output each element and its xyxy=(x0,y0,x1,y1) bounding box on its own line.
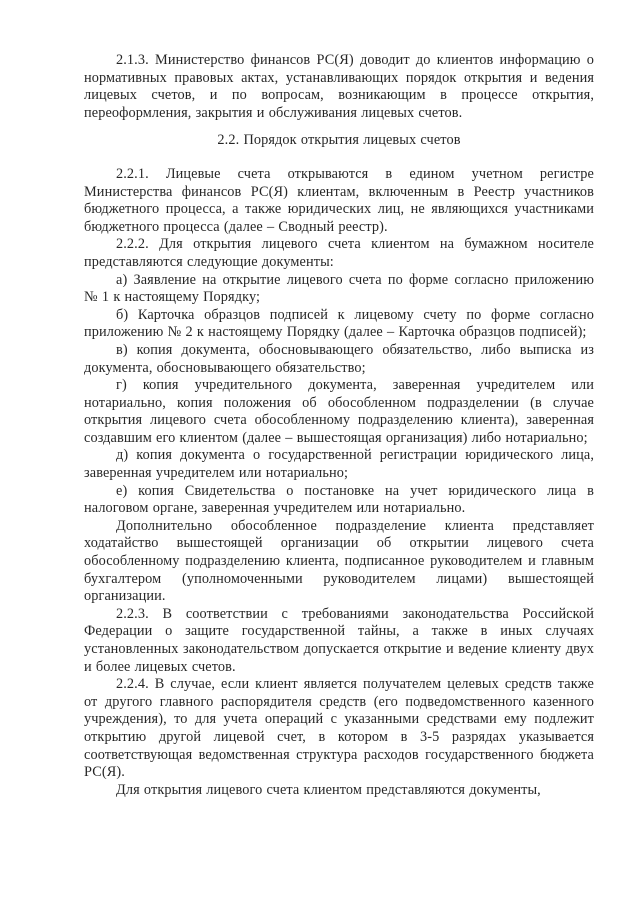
paragraph-2-1-3: 2.1.3. Министерство финансов РС(Я) доводит до клиентов информацию о нормативных правовых актах, устанавливающих порядок открытия и ведения лицевых счетов, и по вопросам, возникающим в процессе открытия, переоформления, закрытия и обслуживания лицевых счетов. xyxy=(84,52,594,121)
paragraph-2-2-4: 2.2.4. В случае, если клиент является получателем целевых средств также от другого главного распорядителя средств (его подведомственного казенного учреждения), то для учета операций с указанными средствами ему подлежит открытию другой лицевой счет, в котором в 3-5 разрядах указывается соответствующая ведомственная структура расходов государственного бюджета РС(Я). xyxy=(84,676,594,781)
list-item-d: д) копия документа о государственной регистрации юридического лица, заверенная учредителем или нотариально; xyxy=(84,447,594,482)
document-page xyxy=(84,52,594,799)
paragraph-2-2-2: 2.2.2. Для открытия лицевого счета клиентом на бумажном носителе представляются следующие документы: xyxy=(84,236,594,270)
list-item-e: е) копия Свидетельства о постановке на учет юридического лица в налоговом органе, заверенная учредителем или нотариально. xyxy=(84,482,594,517)
paragraph-2-2-3: 2.2.3. В соответствии с требованиями законодательства Российской Федерации о защите государственной тайны, а также в иных случаях установленных законодательством допускается открытие и ведение клиенту двух и более лицевых счетов. xyxy=(84,605,594,675)
list-item-b: б) Карточка образцов подписей к лицевому счету по форме согласно приложению № 2 к настоящему Порядку (далее – Карточка образцов подписей); xyxy=(84,306,594,341)
list-item-a: а) Заявление на открытие лицевого счета по форме согласно приложению № 1 к настоящему Порядку; xyxy=(84,271,594,306)
paragraph-last: Для открытия лицевого счета клиентом представляются документы, xyxy=(116,781,541,798)
section-heading: 2.2. Порядок открытия лицевых счетов xyxy=(217,132,461,149)
list-item-v: в) копия документа, обосновывающего обязательство, либо выписка из документа, обосновывающего обязательство; xyxy=(84,341,594,376)
list-item-g: г) копия учредительного документа, заверенная учредителем или нотариально, копия положения об обособленном подразделении (в случае открытия лицевого счета обособленному подразделению клиента), заверенная создавшим его клиентом (далее – вышестоящая организация) либо нотариально; xyxy=(84,377,594,446)
paragraph-additional: Дополнительно обособленное подразделение клиента представляет ходатайство вышестоящей организации об открытии лицевого счета обособленному подразделению клиента, подписанное руководителем и главным бухгалтером (уполномоченными руководителем лицами) вышестоящей организации. xyxy=(84,517,594,605)
paragraph-2-2-1: 2.2.1. Лицевые счета открываются в едином учетном регистре Министерства финансов РС(Я) клиентам, включенным в Реестр участников бюджетного процесса, а также юридических лиц, не являющихся участниками бюджетного процесса (далее – Сводный реестр). xyxy=(84,165,594,235)
document-list xyxy=(84,272,594,518)
